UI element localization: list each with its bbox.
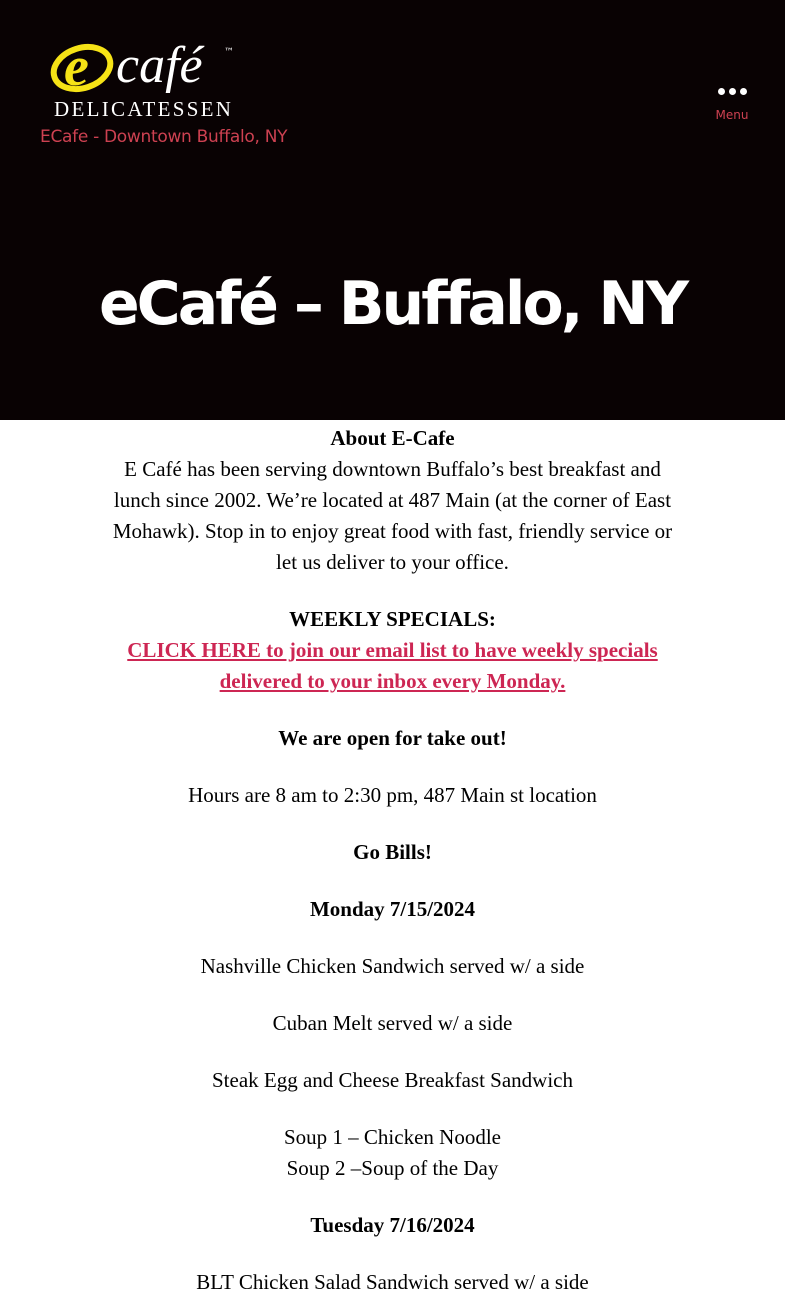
menu-item: Steak Egg and Cheese Breakfast Sandwich — [212, 1068, 573, 1092]
email-signup-link[interactable]: CLICK HERE to join our email list to have weekly specials delivered to your inbox every Monday. — [127, 638, 658, 693]
specials-section — [103, 604, 683, 697]
site-header — [0, 0, 785, 420]
page-title: eCafé – Buffalo, NY — [98, 269, 687, 339]
tuesday-heading: Tuesday 7/16/2024 — [310, 1213, 475, 1237]
menu-label: Menu — [715, 108, 749, 122]
site-tagline: ECafe - Downtown Buffalo, NY — [40, 127, 288, 147]
svg-text:e: e — [64, 38, 89, 98]
menu-item: Cuban Melt served w/ a side — [272, 1011, 513, 1035]
specials-heading: WEEKLY SPECIALS: — [289, 607, 496, 631]
menu-button[interactable] — [707, 82, 757, 130]
svg-text:™: ™ — [224, 47, 234, 58]
svg-text:DELICATESSEN: DELICATESSEN — [54, 97, 234, 120]
go-bills-text: Go Bills! — [353, 840, 432, 864]
ecafe-logo[interactable] — [50, 38, 242, 120]
ecafe-logo-mark — [50, 38, 242, 120]
soup-list — [103, 1122, 683, 1184]
hours-text: Hours are 8 am to 2:30 pm, 487 Main st location — [188, 783, 597, 807]
page-content — [103, 423, 683, 1298]
about-heading: About E-Cafe — [330, 426, 455, 450]
menu-item: Nashville Chicken Sandwich served w/ a side — [200, 954, 585, 978]
soup-item: Soup 2 –Soup of the Day — [286, 1156, 499, 1180]
about-section — [103, 423, 683, 578]
monday-heading: Monday 7/15/2024 — [309, 897, 476, 921]
takeout-notice: We are open for take out! — [278, 726, 507, 750]
soup-item: Soup 1 – Chicken Noodle — [284, 1125, 501, 1149]
svg-text:café: café — [116, 38, 203, 94]
menu-item: BLT Chicken Salad Sandwich served w/ a side — [196, 1270, 589, 1294]
ellipsis-horizontal-icon — [718, 88, 747, 95]
about-text: E Café has been serving downtown Buffalo’s best breakfast and lunch since 2002. We’re located at 487 Main (at the corner of East Mohawk). Stop in to enjoy great food with fast, friendly service or let us deliver to your office. — [112, 457, 673, 574]
